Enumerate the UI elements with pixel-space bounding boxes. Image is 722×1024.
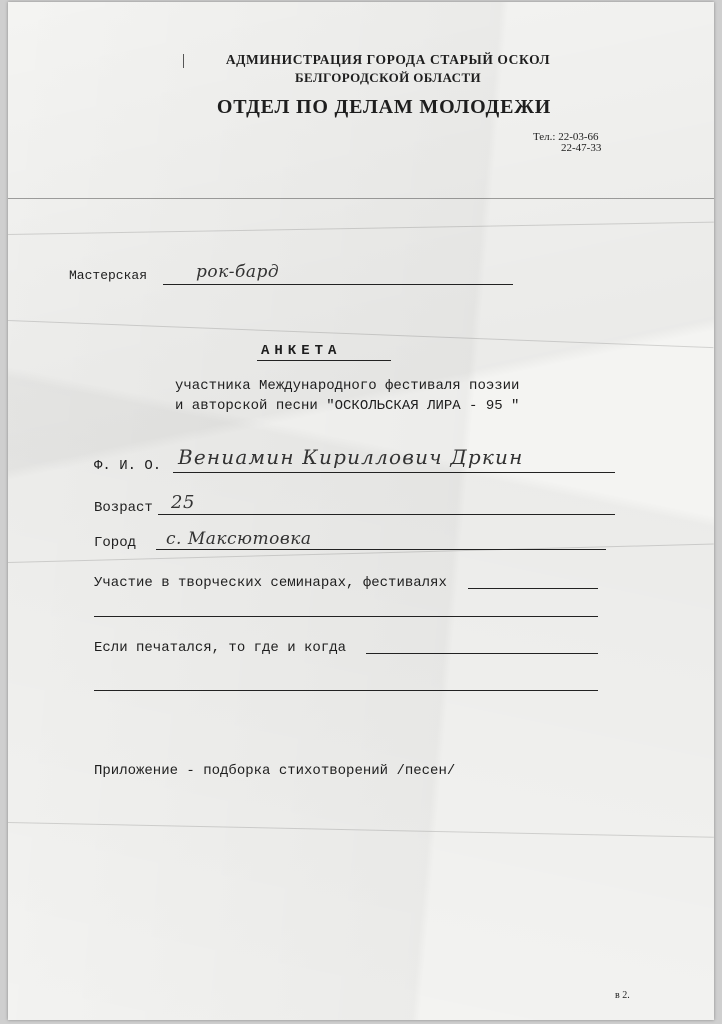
header-divider: [8, 198, 714, 199]
header-department: ОТДЕЛ ПО ДЕЛАМ МОЛОДЕЖИ: [216, 96, 552, 118]
age-handwritten-value: 25: [171, 492, 195, 513]
published-underline: [366, 653, 598, 654]
page-number: в 2.: [615, 990, 630, 1001]
fio-label: Ф. И. О.: [94, 458, 162, 474]
published-label: Если печатался, то где и когда: [94, 640, 347, 656]
form-subtitle-line1: участника Международного фестиваля поэзии: [175, 378, 520, 394]
participation-underline-2: [94, 616, 598, 617]
phone-number-2: 22-47-33: [561, 142, 602, 154]
published-underline-2: [94, 690, 598, 691]
header-administration: АДМИНИСТРАЦИЯ ГОРОДА СТАРЫЙ ОСКОЛ: [225, 52, 551, 67]
appendix-note: Приложение - подборка стихотворений /песен/: [94, 763, 456, 779]
workshop-handwritten-value: рок-бард: [196, 262, 280, 282]
participation-underline: [468, 588, 598, 589]
paper-crease: [8, 320, 714, 348]
age-underline: [158, 514, 615, 515]
phone-number-1: Тел.: 22-03-66: [533, 131, 599, 143]
paper-crease: [8, 222, 714, 235]
header-region: БЕЛГОРОДСКОЙ ОБЛАСТИ: [294, 70, 482, 85]
document-page: [8, 2, 714, 1020]
form-title-underline: [257, 360, 391, 361]
fio-underline: [173, 472, 615, 473]
city-underline: [156, 549, 606, 550]
workshop-underline: [163, 284, 513, 285]
city-handwritten-value: с. Максютовка: [166, 529, 312, 549]
participation-label: Участие в творческих семинарах, фестивалях: [94, 575, 447, 591]
form-subtitle-line2: и авторской песни "ОСКОЛЬСКАЯ ЛИРА - 95 ": [175, 398, 520, 414]
fio-handwritten-value: Вениамин Кириллович Дркин: [178, 445, 524, 469]
city-label: Город: [94, 535, 137, 551]
workshop-label: Мастерская: [69, 268, 148, 283]
paper-crease: [8, 822, 714, 838]
age-label: Возраст: [94, 500, 153, 516]
form-title: АНКЕТА: [261, 343, 342, 359]
